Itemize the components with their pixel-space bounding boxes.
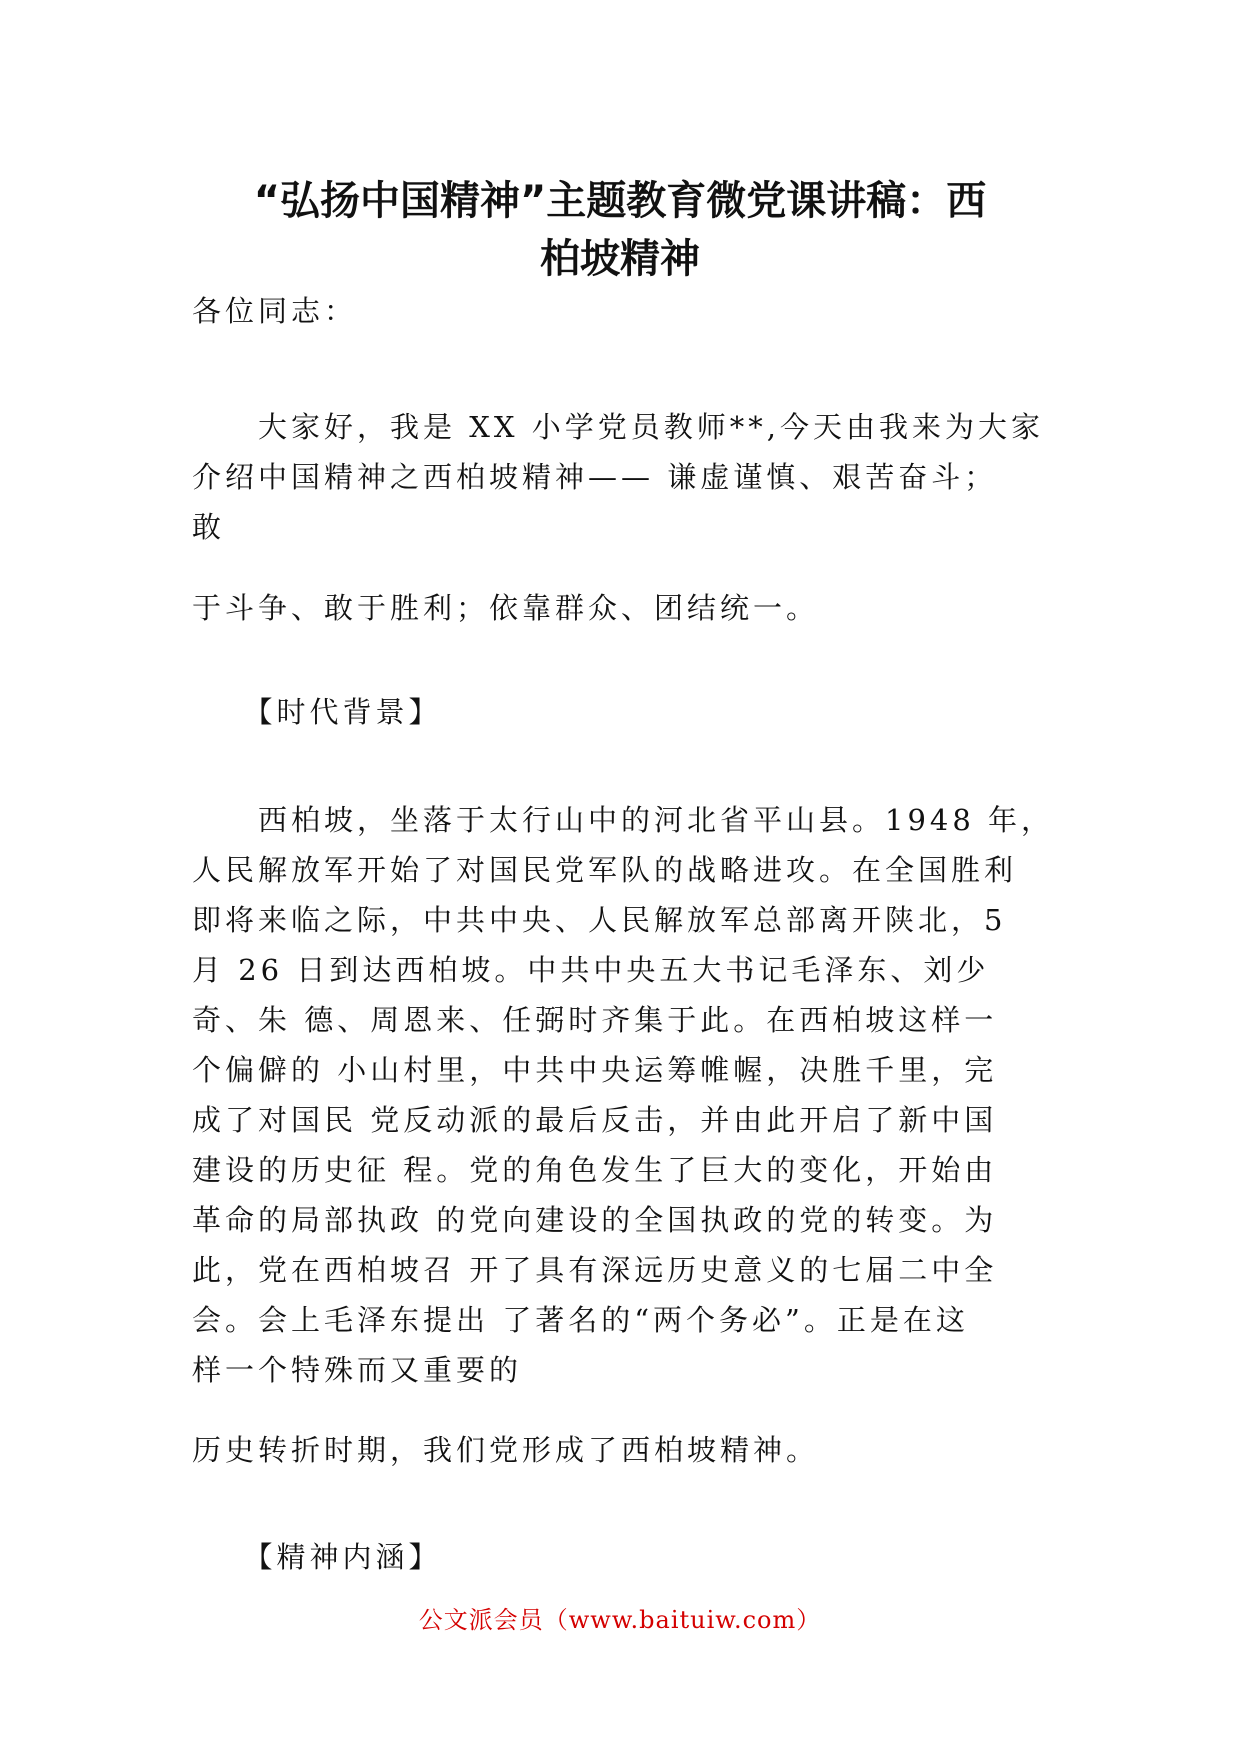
salutation: 各位同志： [192,294,358,328]
body-line: 个偏僻的 小山村里，中共中央运筹帷幄，决胜千里，完 [192,1053,998,1087]
document-title [170,172,1070,288]
body-line: 西柏坡，坐落于太行山中的河北省平山县。1948 年， [192,803,1055,837]
body-line: 会。会上毛泽东提出 了著名的“两个务必”。正是在这 [192,1303,969,1337]
section-heading: 【时代背景】 [192,695,442,729]
title-line: “弘扬中国精神”主题教育微党课讲稿：西 [253,178,987,224]
body-line: 样一个特殊而又重要的 [192,1353,523,1387]
footer-watermark: 公文派会员（www.baituiw.com） [418,1606,822,1634]
body-line: 人民解放军开始了对国民党军队的战略进攻。在全国胜利 [192,853,1018,887]
body-line: 月 26 日到达西柏坡。中共中央五大书记毛泽东、刘少 [192,953,990,987]
body-line: 大家好，我是 XX 小学党员教师**,今天由我来为大家 [192,410,1044,444]
body-line: 此，党在西柏坡召 开了具有深远历史意义的七届二中全 [192,1253,998,1287]
body-line: 介绍中国精神之西柏坡精神—— 谦虚谨慎、艰苦奋斗； [192,460,998,494]
body-line: 革命的局部执政 的党向建设的全国执政的党的转变。为 [192,1203,998,1237]
body-line: 历史转折时期，我们党形成了西柏坡精神。 [192,1433,820,1467]
body-line: 奇、朱 德、周恩来、任弼时齐集于此。在西柏坡这样一 [192,1003,998,1037]
body-line: 即将来临之际，中共中央、人民解放军总部离开陕北，5 [192,903,1007,937]
body-line: 敢 [192,510,226,544]
body-line: 建设的历史征 程。党的角色发生了巨大的变化，开始由 [192,1153,998,1187]
body-line: 成了对国民 党反动派的最后反击，并由此开启了新中国 [192,1103,998,1137]
body-line: 于斗争、敢于胜利；依靠群众、团结统一。 [192,591,820,625]
title-line: 柏坡精神 [540,236,700,282]
section-heading: 【精神内涵】 [192,1540,442,1574]
